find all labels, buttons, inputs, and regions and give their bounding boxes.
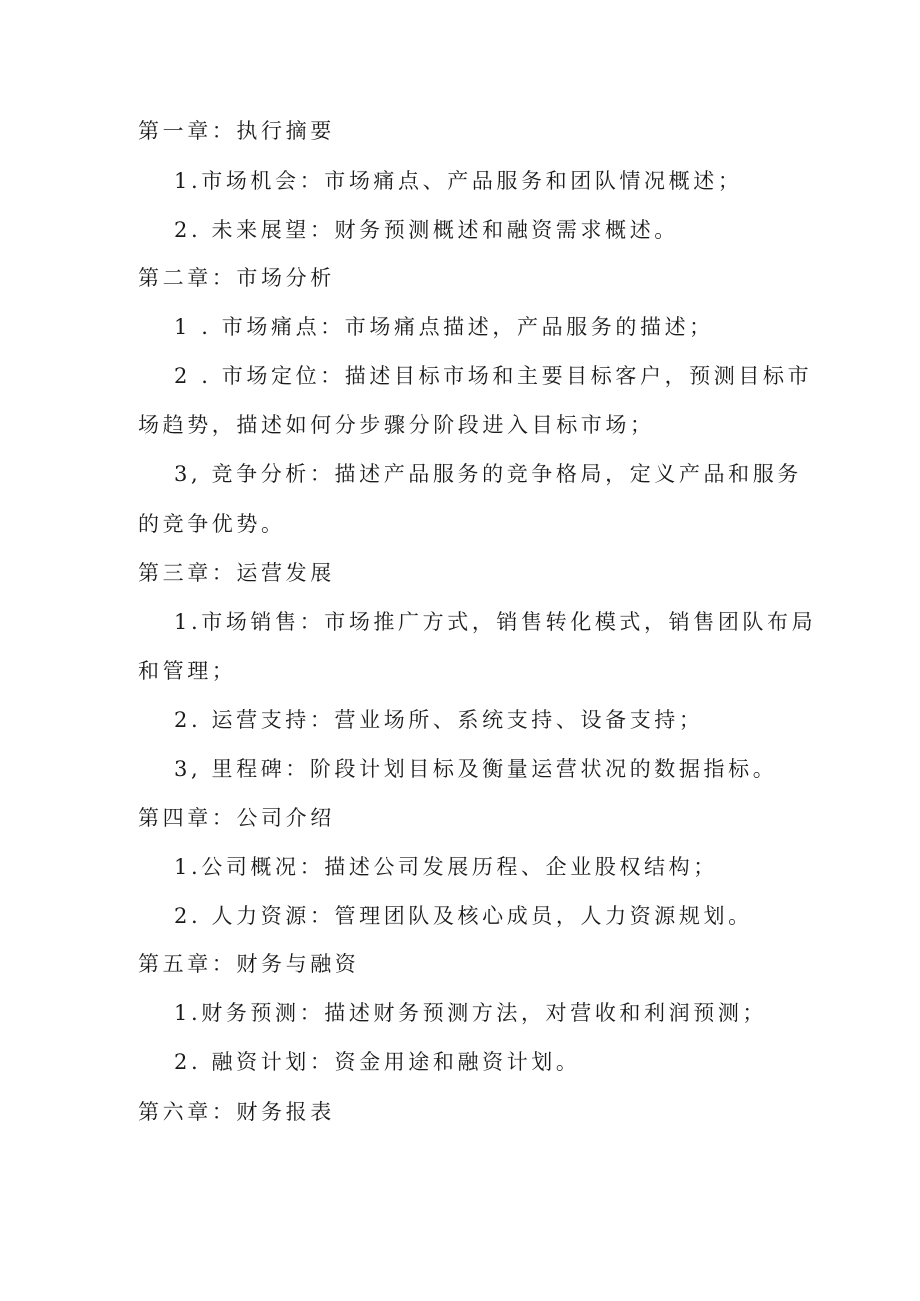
outline-item: 1.公司概况：描述公司发展历程、企业股权结构； (174, 855, 718, 879)
outline-item: 2 . 市场定位：描述目标市场和主要目标客户，预测目标市 (174, 364, 813, 388)
chapter-heading-6: 第六章：财务报表 (138, 1100, 335, 1124)
chapter-heading-4: 第四章：公司介绍 (138, 806, 335, 830)
outline-item: 1.市场销售：市场推广方式，销售转化模式，销售团队布局 (174, 610, 817, 634)
chapter-heading-1: 第一章：执行摘要 (138, 119, 335, 143)
outline-item: 1.财务预测：描述财务预测方法，对营收和利润预测； (174, 1001, 768, 1025)
outline-item: 1.市场机会：市场痛点、产品服务和团队情况概述； (174, 169, 743, 193)
chapter-heading-2: 第二章：市场分析 (138, 266, 335, 290)
chapter-heading-5: 第五章：财务与融资 (138, 952, 360, 976)
outline-item: 2. 人力资源：管理团队及核心成员，人力资源规划。 (174, 904, 753, 928)
outline-item: 3, 竞争分析：描述产品服务的竞争格局，定义产品和服务 (174, 462, 802, 486)
outline-item-continuation: 和管理； (138, 659, 237, 683)
outline-item: 1 . 市场痛点：市场痛点描述，产品服务的描述； (174, 315, 714, 339)
outline-item: 2. 融资计划：资金用途和融资计划。 (174, 1050, 581, 1074)
chapter-heading-3: 第三章：运营发展 (138, 561, 335, 585)
outline-item-continuation: 的竞争优势。 (138, 512, 286, 536)
outline-item: 2. 运营支持：营业场所、系统支持、设备支持； (174, 708, 704, 732)
outline-item: 2. 未来展望：财务预测概述和融资需求概述。 (174, 218, 679, 242)
outline-item-continuation: 场趋势，描述如何分步骤分阶段进入目标市场； (138, 413, 655, 437)
outline-item: 3, 里程碑：阶段计划目标及衡量运营状况的数据指标。 (174, 757, 778, 781)
